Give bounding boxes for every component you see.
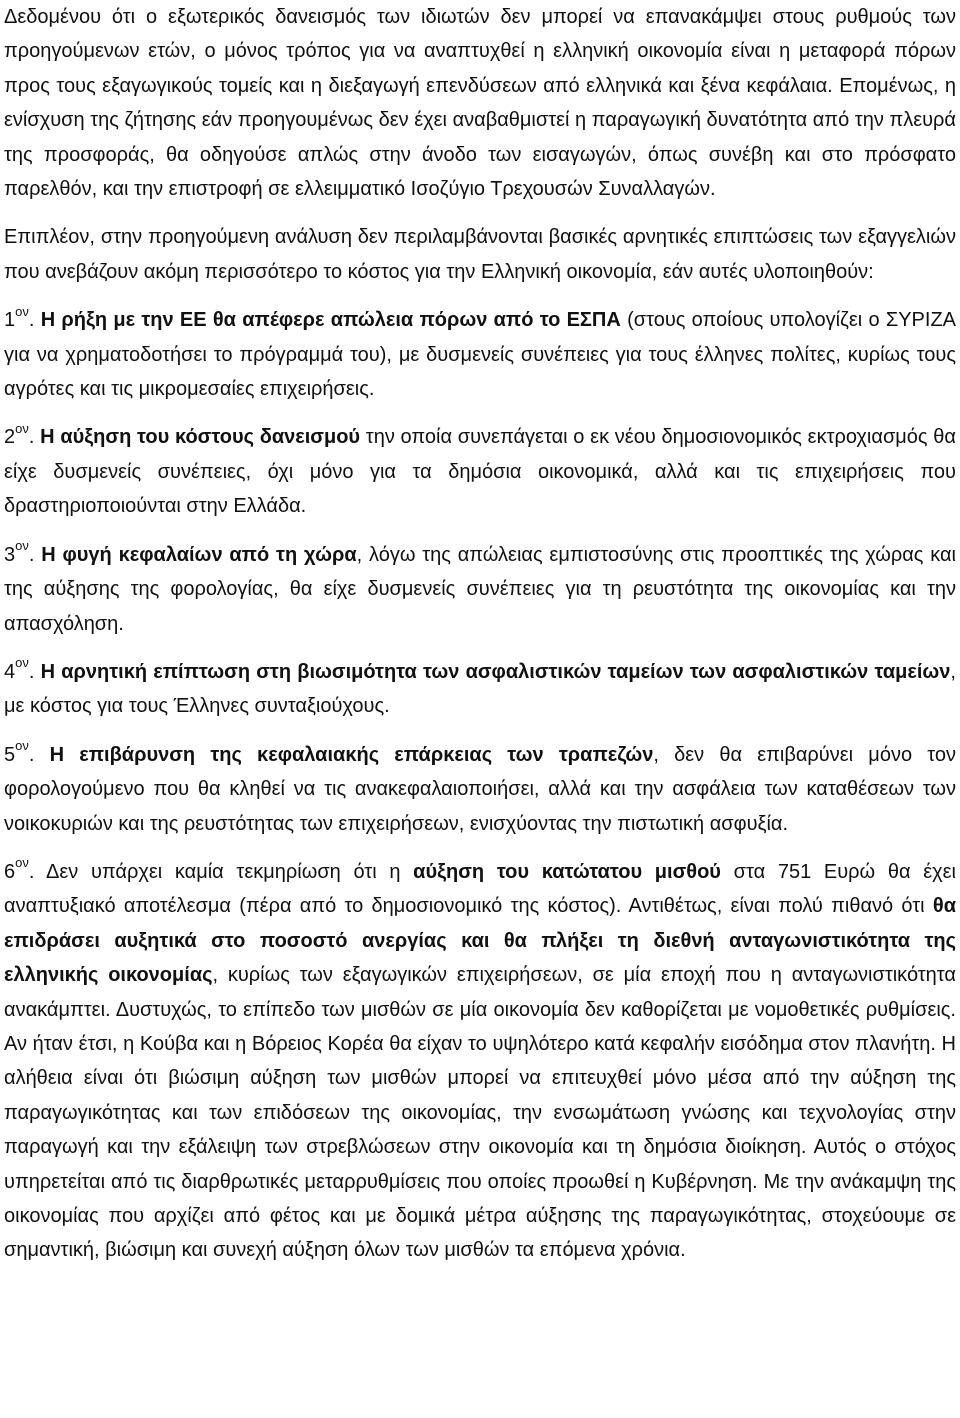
item-text: , λόγω της απώλειας εμπιστοσύνης στις προοπτικές της χώρας και της αύξησης της φορολογίας, θα είχε δυσμενείς συνέπειες για τη ρευστότητα της οικονομίας και την απασχόληση. <box>4 543 956 635</box>
ordinal-suffix: ον <box>15 538 29 554</box>
item-dot: . <box>28 309 35 332</box>
item-text: Δεν υπάρχει καμία τεκμηρίωση ότι η <box>34 860 414 883</box>
item-dot: . <box>28 426 35 449</box>
ordinal-suffix: ον <box>15 655 29 671</box>
ordinal-suffix: ον <box>15 855 29 871</box>
ordinal-suffix: ον <box>15 303 29 319</box>
item-bold-phrase: αύξηση του κατώτατου μισθού <box>413 860 721 883</box>
item-bold-heading: Η επιβάρυνση της κεφαλαιακής επάρκειας των τραπεζών <box>49 743 654 766</box>
list-item-2 <box>4 420 956 523</box>
item-bold-heading: Η ρήξη με την ΕΕ θα απέφερε απώλεια πόρων από το ΕΣΠΑ <box>40 309 621 332</box>
item-number: 4 <box>4 660 16 683</box>
item-text: (στους οποίους υπολογίζει ο ΣΥΡΙΖΑ για να χρηματοδοτήσει το πρόγραμμά του), με δυσμενείς συνέπειες για τους έλληνες πολίτες, κυρίως τους αγρότες και τις μικρομεσαίες επιχειρήσεις. <box>4 309 956 401</box>
paragraph-additional-impacts: Επιπλέον, στην προηγούμενη ανάλυση δεν περιλαμβάνονται βασικές αρνητικές επιπτώσεις των εξαγγελιών που ανεβάζουν ακόμη περισσότερο το κόστος για την Ελληνική οικονομία, εάν αυτές υλοποιηθούν: <box>4 226 956 283</box>
ordinal-suffix: ον <box>15 738 29 754</box>
list-item-1 <box>4 303 956 406</box>
list-item-6 <box>4 855 956 1268</box>
item-dot: . <box>28 660 35 683</box>
item-number: 2 <box>4 426 16 449</box>
item-text: στα 751 Ευρώ θα έχει αναπτυξιακό αποτέλεσμα (πέρα από το δημοσιονομικό της κόστος). Αντιθέτως, είναι πολύ πιθανό ότι <box>4 860 956 918</box>
list-item-3 <box>4 538 956 641</box>
paragraph-intro: Δεδομένου ότι ο εξωτερικός δανεισμός των ιδιωτών δεν μπορεί να επανακάμψει στους ρυθμούς των προηγούμενων ετών, ο μόνος τρόπος για να αναπτυχθεί η ελληνική οικονομία είναι η μεταφορά πόρων προς τους εξαγωγικούς τομείς και η διεξαγωγή επενδύσεων από ελληνικά και ξένα κεφάλαια. Επομένως, η ενίσχυση της ζήτησης εάν προηγουμένως δεν έχει αναβαθμιστεί η παραγωγική δυνατότητα από την πλευρά της προσφοράς, θα οδηγούσε απλώς στην άνοδο των εισαγωγών, όπως συνέβη και στο πρόσφατο παρελθόν, και την επιστροφή σε ελλειμματικό Ισοζύγιο Τρεχουσών Συναλλαγών. <box>4 6 956 201</box>
item-dot: . <box>28 743 35 766</box>
item-number: 6 <box>4 860 16 883</box>
item-text: , δεν θα επιβαρύνει μόνο τον φορολογούμενο που θα κληθεί να τις ανακεφαλαιοποιήσει, αλλά και την ασφάλεια των καταθέσεων των νοικοκυριών και της ρευστότητας των επιχειρήσεων, ενισχύοντας την πιστωτική ασφυξία. <box>4 743 956 835</box>
item-number: 3 <box>4 543 16 566</box>
item-bold-heading: Η φυγή κεφαλαίων από τη χώρα <box>41 543 357 566</box>
list-item-4 <box>4 655 956 724</box>
item-dot: . <box>28 543 35 566</box>
item-bold-heading: Η αρνητική επίπτωση στη βιωσιμότητα των ασφαλιστικών ταμείων των ασφαλιστικών ταμείων <box>40 660 951 683</box>
ordinal-suffix: ον <box>15 420 29 436</box>
item-dot: . <box>28 860 35 883</box>
item-number: 1 <box>4 309 16 332</box>
item-bold-heading: Η αύξηση του κόστους δανεισμού <box>40 426 361 449</box>
item-text: την οποία συνεπάγεται ο εκ νέου δημοσιονομικός εκτροχιασμός θα είχε δυσμενείς συνέπειες, όχι μόνο για τα δημόσια οικονομικά, αλλά και τις επιχειρήσεις που δραστηριοποιούνται στην Ελλάδα. <box>4 426 956 518</box>
document-page <box>4 0 956 1268</box>
item-bold-phrase: θα επιδράσει αυξητικά στο ποσοστό ανεργίας και θα πλήξει τη διεθνή ανταγωνιστικότητα της ελληνικής οικονομίας <box>4 895 956 987</box>
list-item-5 <box>4 738 956 841</box>
item-text: , κυρίως των εξαγωγικών επιχειρήσεων, σε μία εποχή που η ανταγωνιστικότητα ανακάμπτει. Δυστυχώς, το επίπεδο των μισθών σε μία οικονομία δεν καθορίζεται με νομοθετικές ρυθμίσεις. Αν ήταν έτσι, η Κούβα και η Βόρειος Κορέα θα είχαν το υψηλότερο κατά κεφαλήν εισόδημα στον πλανήτη. Η αλήθεια είναι ότι βιώσιμη αύξηση των μισθών μπορεί να επιτευχθεί μόνο μέσα από την αύξηση της παραγωγικότητας και των επιδόσεων της οικονομίας, την ενσωμάτωση γνώσης και τεχνολογίας στην παραγωγή και την εξάλειψη των στρεβλώσεων στην οικονομία και τη δημόσια διοίκηση. Αυτός ο στόχος υπηρετείται από τις διαρθρωτικές μεταρρυθμίσεις που οποίες προωθεί η Κυβέρνηση. Με την ανάκαμψη της οικονομίας που αρχίζει από φέτος και με δομικά μέτρα αύξησης της παραγωγικότητας, στοχεύουμε σε σημαντική, βιώσιμη και συνεχή αύξηση όλων των μισθών τα επόμενα χρόνια. <box>4 964 956 1262</box>
item-text: , με κόστος για τους Έλληνες συνταξιούχους. <box>4 660 956 718</box>
item-number: 5 <box>4 743 16 766</box>
